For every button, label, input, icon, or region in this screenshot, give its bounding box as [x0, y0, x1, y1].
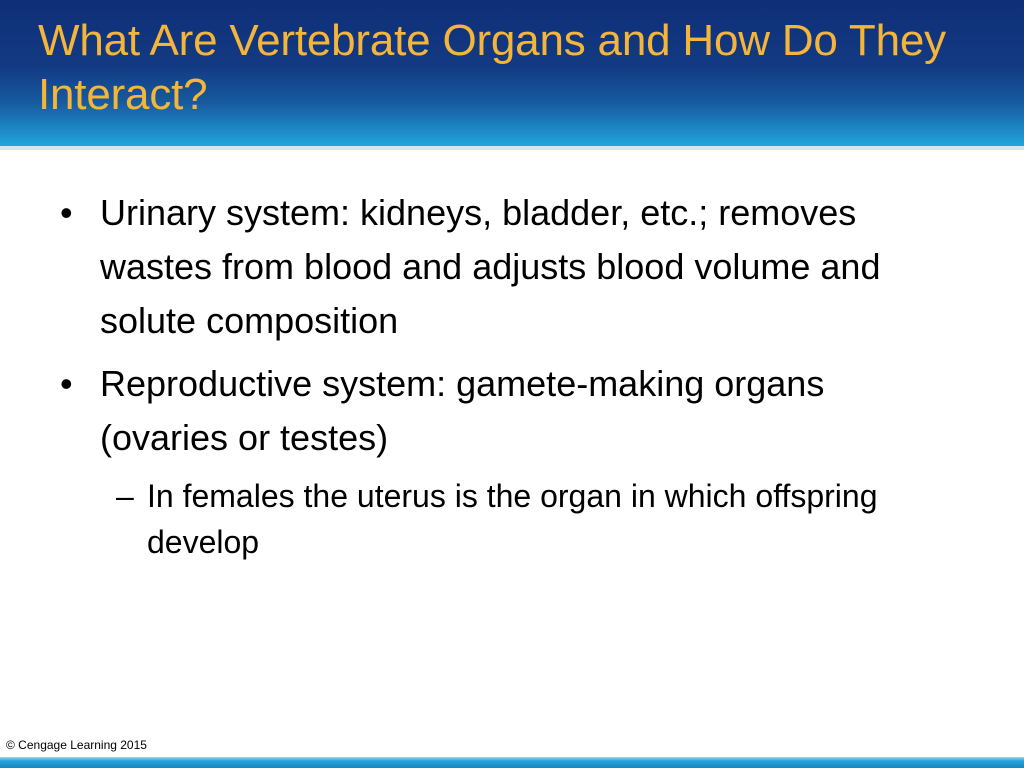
- footer-band: [0, 757, 1024, 768]
- copyright-footer: © Cengage Learning 2015: [6, 738, 147, 752]
- bullet-marker: •: [60, 363, 73, 404]
- slide-title: What Are Vertebrate Organs and How Do They Interact?: [38, 16, 946, 119]
- bullet-list: [60, 186, 960, 574]
- sub-bullet-text: In females the uterus is the organ in which offspring develop: [147, 478, 878, 560]
- sub-bullet-marker: –: [116, 478, 134, 514]
- bullet-text: Urinary system: kidneys, bladder, etc.; removes wastes from blood and adjusts blood volume and solute composition: [100, 192, 881, 341]
- bullet-item-urinary-system: [60, 186, 960, 348]
- title-divider: [0, 146, 1024, 150]
- bullet-text: Reproductive system: gamete-making organs (ovaries or testes): [100, 363, 825, 458]
- bullet-marker: •: [60, 192, 73, 233]
- sub-bullet-item-uterus: [100, 473, 960, 565]
- bullet-item-reproductive-system: [60, 357, 960, 565]
- sub-bullet-list: [100, 473, 960, 565]
